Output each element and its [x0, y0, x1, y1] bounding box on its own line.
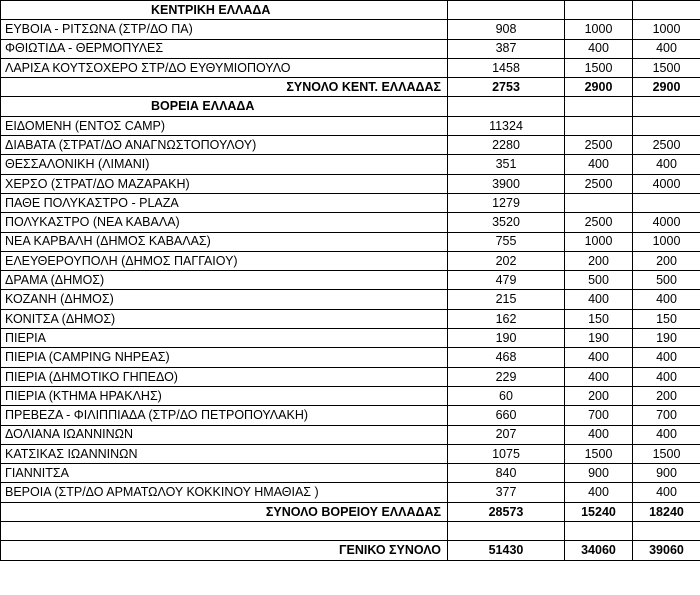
table-row: [1, 464, 700, 483]
value-planned: 1500: [633, 58, 700, 77]
location-name: ΠΙΕΡΙΑ (ΚΤΗΜΑ ΗΡΑΚΛΗΣ): [1, 386, 448, 405]
value-planned: 200: [633, 251, 700, 270]
spacer-row: [1, 522, 700, 541]
value-planned: 1000: [633, 232, 700, 251]
value-planned: [633, 193, 700, 212]
empty-cell: [633, 1, 700, 20]
table-row: [1, 483, 700, 502]
value-capacity: 200: [565, 386, 633, 405]
table-row: [1, 116, 700, 135]
location-name: ΕΥΒΟΙΑ - ΡΙΤΣΩΝΑ (ΣΤΡ/ΔΟ ΠΑ): [1, 20, 448, 39]
value-planned: 1000: [633, 20, 700, 39]
grand-total-row: [1, 541, 700, 560]
value-planned: 4000: [633, 174, 700, 193]
value-current: 2280: [448, 136, 565, 155]
value-current: 387: [448, 39, 565, 58]
value-planned: 400: [633, 348, 700, 367]
section-total-row: [1, 78, 700, 97]
value-planned: 150: [633, 309, 700, 328]
location-name: ΚΟΝΙΤΣΑ (ΔΗΜΟΣ): [1, 309, 448, 328]
value-capacity: 150: [565, 309, 633, 328]
empty-cell: [565, 1, 633, 20]
location-name: ΧΕΡΣΟ (ΣΤΡΑΤ/ΔΟ ΜΑΖΑΡΑΚΗ): [1, 174, 448, 193]
value-current: 1075: [448, 444, 565, 463]
value-capacity: 400: [565, 155, 633, 174]
table-row: [1, 232, 700, 251]
table-row: [1, 271, 700, 290]
table-row: [1, 348, 700, 367]
section-title: ΚΕΝΤΡΙΚΗ ΕΛΛΑΔΑ: [1, 1, 448, 20]
value-capacity: [565, 116, 633, 135]
section-total-capacity: 2900: [565, 78, 633, 97]
grand-total-current: 51430: [448, 541, 565, 560]
table-row: [1, 290, 700, 309]
section-total-capacity: 15240: [565, 502, 633, 521]
empty-cell: [633, 97, 700, 116]
section-total-current: 28573: [448, 502, 565, 521]
value-current: 377: [448, 483, 565, 502]
section-header-row: [1, 1, 700, 20]
value-planned: 500: [633, 271, 700, 290]
value-current: 1458: [448, 58, 565, 77]
table-row: [1, 386, 700, 405]
value-capacity: 1000: [565, 232, 633, 251]
table-row: [1, 406, 700, 425]
location-name: ΠΙΕΡΙΑ: [1, 329, 448, 348]
value-current: 351: [448, 155, 565, 174]
table-body: [1, 1, 700, 561]
table-row: [1, 155, 700, 174]
value-planned: 400: [633, 290, 700, 309]
value-capacity: 400: [565, 348, 633, 367]
value-capacity: 1500: [565, 58, 633, 77]
table-row: [1, 444, 700, 463]
value-current: 3900: [448, 174, 565, 193]
value-current: 479: [448, 271, 565, 290]
value-current: 207: [448, 425, 565, 444]
value-capacity: 500: [565, 271, 633, 290]
value-planned: 190: [633, 329, 700, 348]
section-header-row: [1, 97, 700, 116]
value-planned: 2500: [633, 136, 700, 155]
table-row: [1, 174, 700, 193]
empty-cell: [448, 522, 565, 541]
section-total-planned: 2900: [633, 78, 700, 97]
section-total-label: ΣΥΝΟΛΟ ΚΕΝΤ. ΕΛΛΑΔΑΣ: [1, 78, 448, 97]
location-name: ΘΕΣΣΑΛΟΝΙΚΗ (ΛΙΜΑΝΙ): [1, 155, 448, 174]
value-capacity: 2500: [565, 136, 633, 155]
empty-cell: [448, 1, 565, 20]
value-planned: 1500: [633, 444, 700, 463]
value-current: 190: [448, 329, 565, 348]
location-name: ΒΕΡΟΙΑ (ΣΤΡ/ΔΟ ΑΡΜΑΤΩΛΟΥ ΚΟΚΚΙΝΟΥ ΗΜΑΘΙΑΣ ): [1, 483, 448, 502]
value-capacity: 400: [565, 367, 633, 386]
value-capacity: [565, 193, 633, 212]
value-planned: [633, 116, 700, 135]
location-name: ΚΟΖΑΝΗ (ΔΗΜΟΣ): [1, 290, 448, 309]
value-capacity: 700: [565, 406, 633, 425]
value-capacity: 200: [565, 251, 633, 270]
table-row: [1, 367, 700, 386]
value-planned: 400: [633, 367, 700, 386]
value-capacity: 400: [565, 483, 633, 502]
value-current: 60: [448, 386, 565, 405]
table-row: [1, 329, 700, 348]
value-capacity: 2500: [565, 174, 633, 193]
section-total-planned: 18240: [633, 502, 700, 521]
value-current: 202: [448, 251, 565, 270]
empty-cell: [565, 97, 633, 116]
section-total-label: ΣΥΝΟΛΟ ΒΟΡΕΙΟΥ ΕΛΛΑΔΑΣ: [1, 502, 448, 521]
location-name: ΔΡΑΜΑ (ΔΗΜΟΣ): [1, 271, 448, 290]
location-name: ΠΑΘΕ ΠΟΛΥΚΑΣΤΡΟ - PLAZA: [1, 193, 448, 212]
value-capacity: 400: [565, 39, 633, 58]
value-capacity: 1500: [565, 444, 633, 463]
location-name: ΦΘΙΩΤΙΔΑ - ΘΕΡΜΟΠΥΛΕΣ: [1, 39, 448, 58]
empty-cell: [448, 97, 565, 116]
value-planned: 200: [633, 386, 700, 405]
value-planned: 400: [633, 39, 700, 58]
table-row: [1, 213, 700, 232]
value-current: 229: [448, 367, 565, 386]
section-total-current: 2753: [448, 78, 565, 97]
grand-total-label: ΓΕΝΙΚΟ ΣΥΝΟΛΟ: [1, 541, 448, 560]
value-planned: 400: [633, 483, 700, 502]
value-capacity: 900: [565, 464, 633, 483]
table-row: [1, 425, 700, 444]
location-name: ΔΙΑΒΑΤΑ (ΣΤΡΑΤ/ΔΟ ΑΝΑΓΝΩΣΤΟΠΟΥΛΟΥ): [1, 136, 448, 155]
location-name: ΔΟΛΙΑΝΑ ΙΩΑΝΝΙΝΩΝ: [1, 425, 448, 444]
location-name: ΠΟΛΥΚΑΣΤΡΟ (ΝΕΑ ΚΑΒΑΛΑ): [1, 213, 448, 232]
table-row: [1, 58, 700, 77]
table-row: [1, 39, 700, 58]
value-capacity: 1000: [565, 20, 633, 39]
location-name: ΠΙΕΡΙΑ (ΔΗΜΟΤΙΚΟ ΓΗΠΕΔΟ): [1, 367, 448, 386]
value-planned: 4000: [633, 213, 700, 232]
value-current: 908: [448, 20, 565, 39]
location-name: ΕΙΔΟΜΕΝΗ (ΕΝΤΟΣ CAMP): [1, 116, 448, 135]
table-row: [1, 251, 700, 270]
value-capacity: 400: [565, 290, 633, 309]
grand-total-planned: 39060: [633, 541, 700, 560]
location-name: ΝΕΑ ΚΑΡΒΑΛΗ (ΔΗΜΟΣ ΚΑΒΑΛΑΣ): [1, 232, 448, 251]
value-planned: 700: [633, 406, 700, 425]
value-current: 660: [448, 406, 565, 425]
value-capacity: 400: [565, 425, 633, 444]
value-planned: 400: [633, 155, 700, 174]
location-name: ΚΑΤΣΙΚΑΣ ΙΩΑΝΝΙΝΩΝ: [1, 444, 448, 463]
grand-total-capacity: 34060: [565, 541, 633, 560]
empty-cell: [565, 522, 633, 541]
value-current: 215: [448, 290, 565, 309]
location-name: ΠΡΕΒΕΖΑ - ΦΙΛΙΠΠΙΑΔΑ (ΣΤΡ/ΔΟ ΠΕΤΡΟΠΟΥΛΑΚΗ): [1, 406, 448, 425]
section-title: ΒΟΡΕΙΑ ΕΛΛΑΔΑ: [1, 97, 448, 116]
location-name: ΓΙΑΝΝΙΤΣΑ: [1, 464, 448, 483]
value-current: 11324: [448, 116, 565, 135]
table-row: [1, 193, 700, 212]
value-current: 468: [448, 348, 565, 367]
value-planned: 900: [633, 464, 700, 483]
value-current: 3520: [448, 213, 565, 232]
table-row: [1, 20, 700, 39]
value-capacity: 190: [565, 329, 633, 348]
location-name: ΠΙΕΡΙΑ (CAMPING ΝΗΡΕΑΣ): [1, 348, 448, 367]
empty-cell: [633, 522, 700, 541]
table-row: [1, 136, 700, 155]
value-current: 162: [448, 309, 565, 328]
value-capacity: 2500: [565, 213, 633, 232]
value-current: 755: [448, 232, 565, 251]
value-current: 1279: [448, 193, 565, 212]
value-current: 840: [448, 464, 565, 483]
table-row: [1, 309, 700, 328]
location-name: ΛΑΡΙΣΑ ΚΟΥΤΣΟΧΕΡΟ ΣΤΡ/ΔΟ ΕΥΘΥΜΙΟΠΟΥΛΟ: [1, 58, 448, 77]
section-total-row: [1, 502, 700, 521]
location-name: ΕΛΕΥΘΕΡΟΥΠΟΛΗ (ΔΗΜΟΣ ΠΑΓΓΑΙΟΥ): [1, 251, 448, 270]
empty-cell: [1, 522, 448, 541]
value-planned: 400: [633, 425, 700, 444]
